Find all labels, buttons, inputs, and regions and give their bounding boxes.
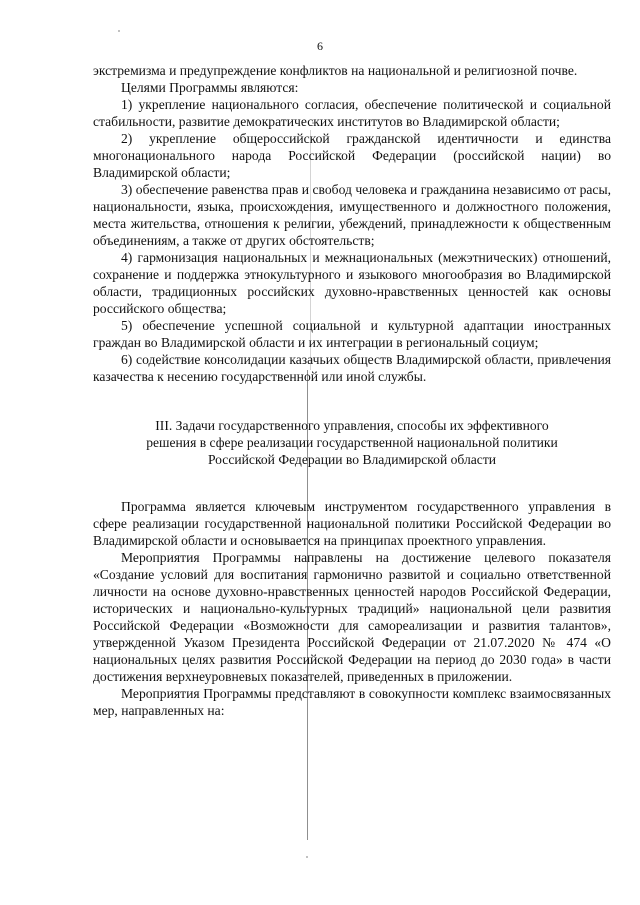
paragraph: Программа является ключевым инструментом государственного управления в сфере реализации государственной национальной политики Российской Федерации во Владимирской области и основывается на принципах проектного управления. — [93, 499, 611, 548]
section-heading — [93, 417, 611, 468]
paragraph: 2) укрепление общероссийской гражданской идентичности и единства многонационального народа Российской Федерации (российской нации) во Владимирской области; — [93, 131, 611, 180]
paragraph: 4) гармонизация национальных и межнациональных (межэтнических) отношений, сохранение и поддержка этнокультурного и языкового многообразия во Владимирской области, традиционных российских духовно-нравственных ценностей как основы российского общества; — [93, 250, 611, 316]
section-heading-line: III. Задачи государственного управления, способы их эффективного — [155, 418, 549, 433]
document-body — [93, 62, 611, 719]
paragraph: Мероприятия Программы представляют в совокупности комплекс взаимосвязанных мер, направленных на: — [93, 686, 611, 718]
scan-speck — [306, 856, 308, 858]
paragraph: Целями Программы являются: — [121, 80, 299, 95]
paragraph: 6) содействие консолидации казачьих обществ Владимирской области, привлечения казачества к несению государственной или иной службы. — [93, 352, 611, 384]
section-heading-line: Российской Федерации во Владимирской области — [207, 452, 497, 467]
paragraph: 3) обеспечение равенства прав и свобод человека и гражданина независимо от расы, национальности, языка, происхождения, имущественного и должностного положения, места жительства, отношения к религии, убеждений, принадлежности к общественным объединениям, а также от других обстоятельств; — [93, 182, 611, 248]
paragraph-group-goals — [93, 62, 611, 385]
paragraph: 5) обеспечение успешной социальной и культурной адаптации иностранных граждан во Владимирской области и их интеграции в региональный социум; — [93, 318, 611, 350]
scan-speck — [118, 30, 120, 32]
page-number: 6 — [317, 39, 323, 53]
paragraph-group-tasks — [93, 498, 611, 719]
paragraph: 1) укрепление национального согласия, обеспечение политической и социальной стабильности, развитие демократических институтов во Владимирской области; — [93, 97, 611, 129]
paragraph: экстремизма и предупреждение конфликтов на национальной и религиозной почве. — [93, 63, 578, 78]
section-heading-line: решения в сфере реализации государственной национальной политики — [146, 435, 558, 450]
paragraph: Мероприятия Программы направлены на достижение целевого показателя «Создание условий для воспитания гармонично развитой и социально ответственной личности на основе духовно-нравственных ценностей народов Российской Федерации, исторических и национально-культурных традиций» национальной цели развития Российской Федерации «Возможности для самореализации и развития талантов», утвержденной Указом Президента Российской Федерации от 21.07.2020 № 474 «О национальных целях развития Российской Федерации на период до 2030 года» в части достижения верхнеуровневых показателей, приведенных в приложении. — [93, 550, 611, 684]
